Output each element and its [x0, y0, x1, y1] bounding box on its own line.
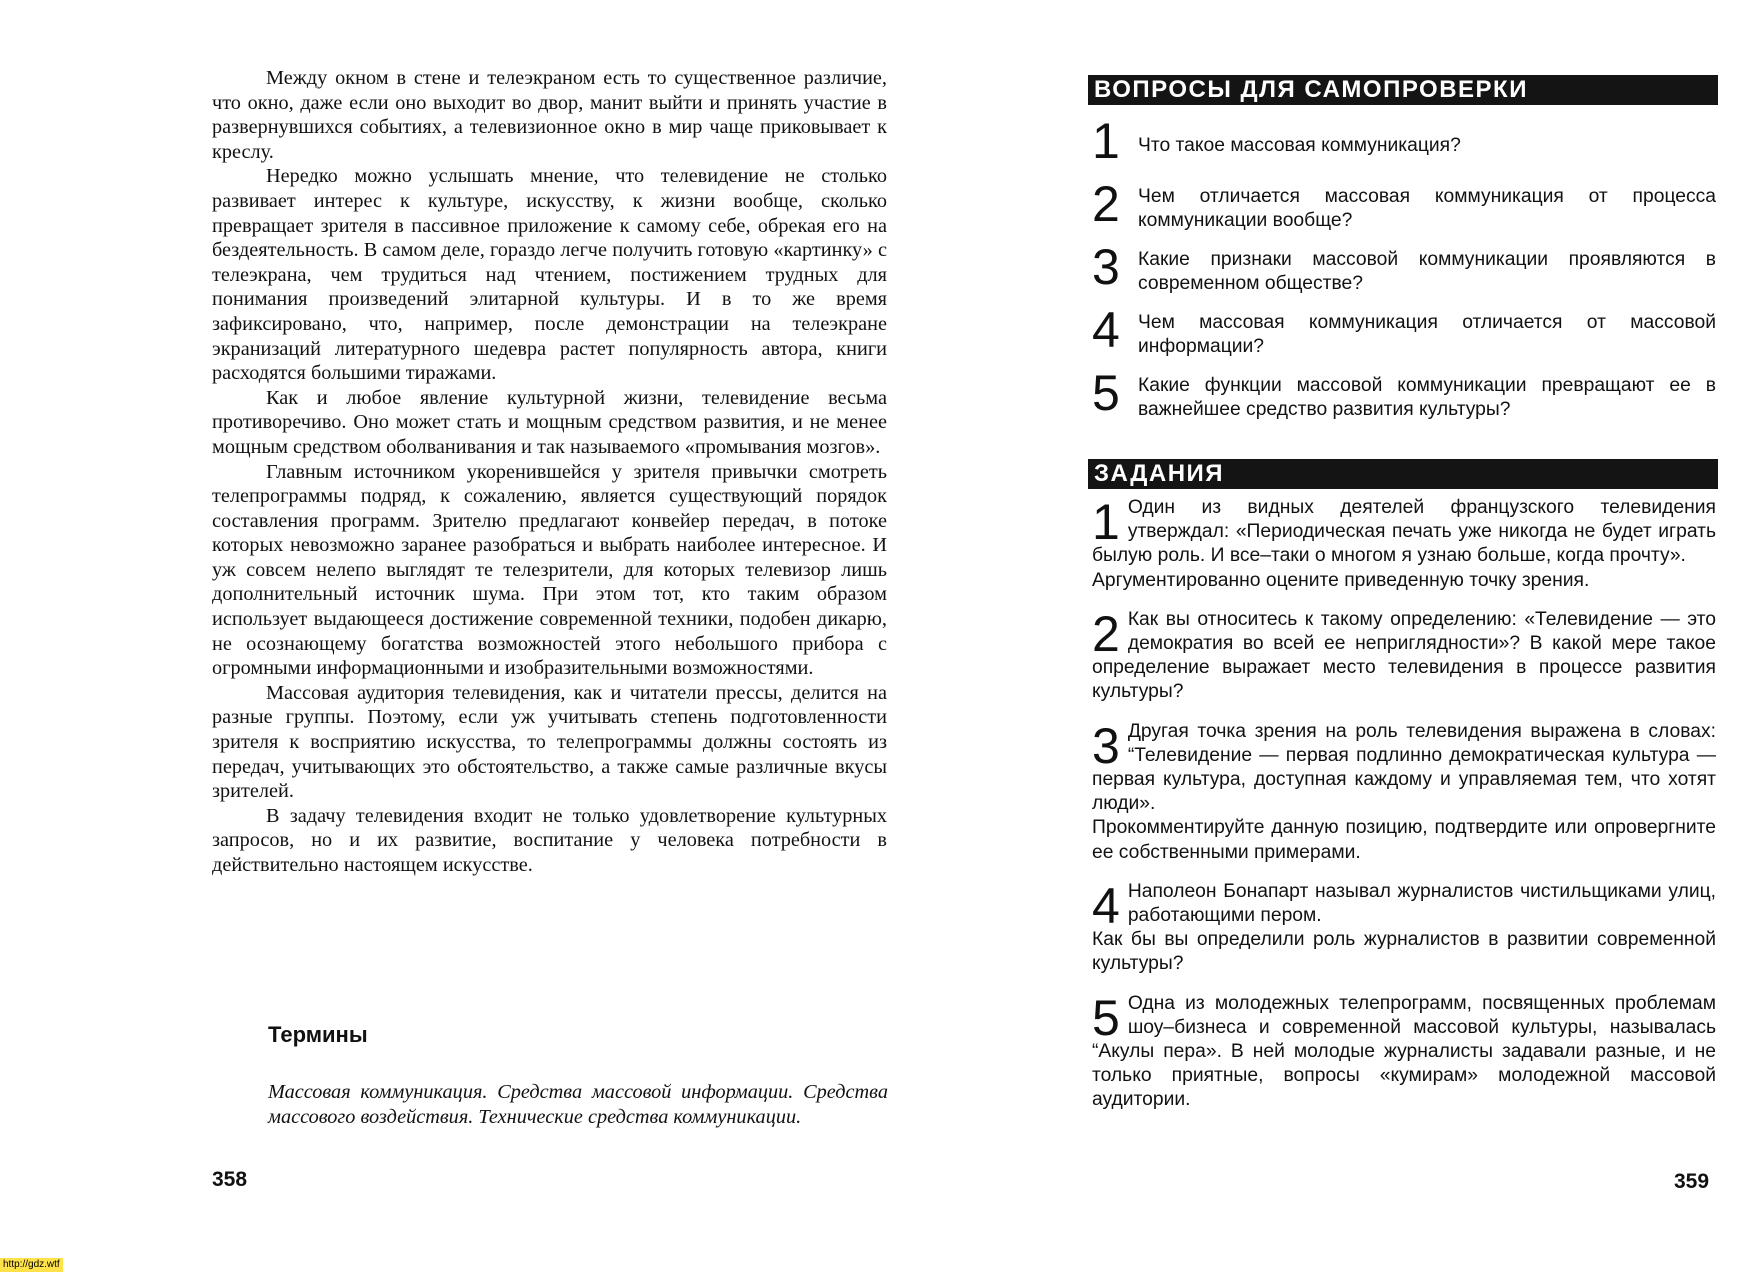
- task-instruction: Прокомментируйте данную позицию, подтвердите или опровергните ее собственными примерами.: [1092, 817, 1716, 863]
- task-item: [1092, 877, 1716, 977]
- paragraph: Нередко можно услышать мнение, что телевидение не столько развивает интерес к культуре, искусству, к жизни вообще, сколько превращает зрителя в пассивное приложение к самому себе, обрекая его на бездеятельность. В самом деле, гораздо легче получить готовую «картинку» с телеэкрана, чем трудиться над чтением, постижением трудных для понимания произведений элитарной культуры. И в то же время зафиксировано, что, например, после демонстрации на телеэкране экранизаций литературного шедевра растет популярность автора, книги расходятся большими тиражами.: [212, 165, 887, 385]
- task-text: Одна из молодежных телепрограмм, посвященных проблемам шоу–бизнеса и современной массовой культуры, называлась “Акулы пера». В ней молодые журналисты задавали разные, и не только приятные, вопросы «кумирам» молодежной массовой аудитории.: [1092, 992, 1716, 1111]
- task-item: [1092, 496, 1716, 593]
- question-text: Чем массовая коммуникация отличается от массовой информации?: [1138, 312, 1716, 357]
- question-text: Какие признаки массовой коммуникации проявляются в современном обществе?: [1138, 249, 1716, 294]
- paragraph: Как и любое явление культурной жизни, телевидение весьма противоречиво. Оно может стать и мощным средством развития, и не менее мощным средством оболванивания и так называемого «промывания мозгов».: [212, 386, 887, 458]
- paragraph: Между окном в стене и телеэкраном есть то существенное различие, что окно, даже если оно выходит во двор, манит выйти и принять участие в развернувшихся событиях, а телевизионное окно в мир чаще приковывает к креслу.: [212, 67, 887, 163]
- task-number: 5: [1092, 989, 1120, 1046]
- task-number: 4: [1092, 877, 1120, 934]
- paragraph: Массовая аудитория телевидения, как и читатели прессы, делится на разные группы. Поэтому, если уж учитывать степень подготовленности зрителя к восприятию искусства, то телепрограммы должны состоять из передач, учитывающих это обстоятельство, а также самые различные вкусы зрителей.: [212, 681, 887, 803]
- tasks-list: [1092, 496, 1716, 1128]
- task-instruction: Как бы вы определили роль журналистов в развитии современной культуры?: [1092, 929, 1716, 975]
- question-item: [1092, 299, 1716, 362]
- question-text: Чем отличается массовая коммуникация от процесса коммуникации вообще?: [1138, 186, 1716, 231]
- task-instruction: Аргументированно оцените приведенную точку зрения.: [1092, 569, 1590, 591]
- question-item: [1092, 173, 1716, 236]
- page-number-right: 359: [1674, 1170, 1710, 1193]
- question-item: [1092, 362, 1716, 425]
- page-number-left: 358: [212, 1168, 248, 1191]
- question-number: 3: [1092, 239, 1120, 295]
- task-text: Как вы относитесь к такому определению: «Телевидение — это демократия во всей ее неприглядности»? В какой мере такое определение выражает место телевидения в процессе развития культуры?: [1092, 608, 1716, 703]
- task-item: [1092, 989, 1716, 1113]
- task-number: 2: [1092, 605, 1120, 662]
- task-text: Другая точка зрения на роль телевидения выражена в словах: “Телевидение — первая подлинно демократическая культура — первая культура, доступная каждому и управляемая тем, что хотят люди».: [1092, 720, 1716, 815]
- terms-text: Массовая коммуникация. Средства массовой информации. Средства массового воздействия. Технические средства коммуникации.: [268, 1081, 888, 1128]
- task-item: [1092, 717, 1716, 865]
- question-text: Какие функции массовой коммуникации превращают ее в важнейшее средство развития культуры?: [1138, 375, 1716, 420]
- tasks-heading: ЗАДАНИЯ: [1088, 459, 1718, 489]
- task-number: 1: [1092, 494, 1120, 550]
- watermark-link[interactable]: http://gdz.wtf: [0, 1258, 63, 1272]
- left-page-body: [212, 66, 887, 878]
- question-number: 1: [1092, 113, 1120, 169]
- task-item: [1092, 605, 1716, 705]
- paragraph: В задачу телевидения входит не только удовлетворение культурных запросов, но и их развитие, воспитание у человека потребности в действительно настоящем искусстве.: [212, 804, 887, 876]
- paragraph: Главным источником укоренившейся у зрителя привычки смотреть телепрограммы подряд, к сожалению, является существующий порядок составления программ. Зрителю предлагают конвейер передач, в потоке которых невозможно заранее разобраться и выбрать наиболее интересное. И уж совсем нелепо выглядят те телезрители, для которых телевизор лишь дополнительный источник шума. При этом тот, кто таким образом использует выдающееся достижение современной техники, подобен дикарю, не осознающему богатства возможностей этого небольшого прибора с огромными информационными и изобразительными возможностями.: [212, 460, 887, 680]
- question-text: Что такое массовая коммуникация?: [1138, 135, 1461, 156]
- questions-heading: ВОПРОСЫ ДЛЯ САМОПРОВЕРКИ: [1088, 75, 1718, 105]
- question-number: 4: [1092, 302, 1120, 358]
- question-item: [1092, 236, 1716, 299]
- questions-list: [1092, 110, 1716, 425]
- task-number: 3: [1092, 717, 1120, 774]
- question-number: 5: [1092, 365, 1120, 421]
- task-text: Наполеон Бонапарт называл журналистов чистильщиками улиц, работающими пером.: [1127, 880, 1716, 927]
- question-item: [1092, 110, 1716, 173]
- task-text: Один из видных деятелей французского телевидения утверждал: «Периодическая печать уже никогда не будет играть былую роль. И все–таки о многом я узнаю больше, когда прочту».: [1092, 497, 1716, 567]
- terms-heading: Термины: [268, 1022, 368, 1047]
- question-number: 2: [1092, 176, 1120, 232]
